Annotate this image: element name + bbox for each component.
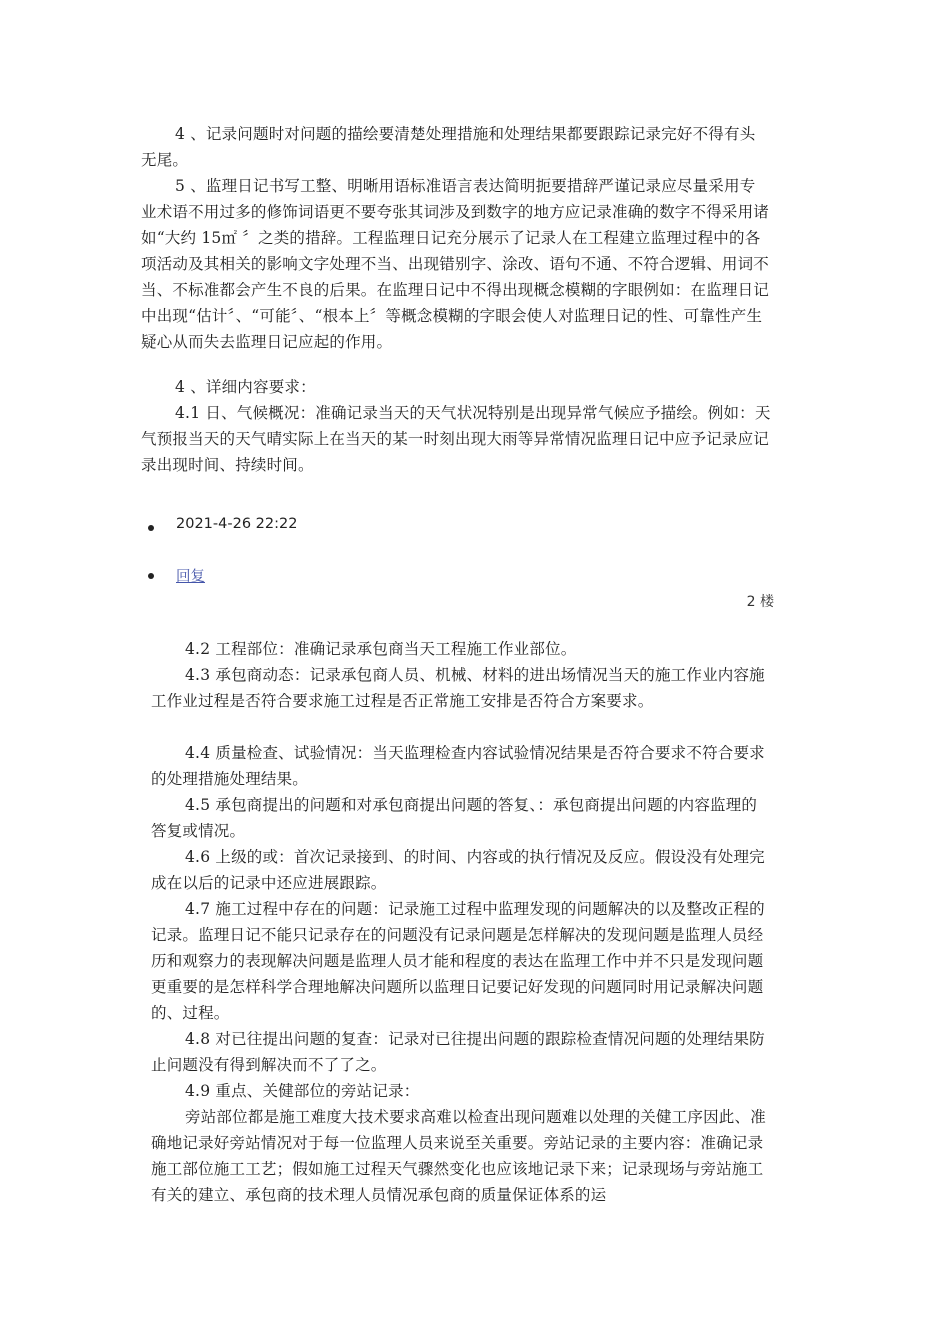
paragraph-4-1: 4.1 日、气候概况：准确记录当天的天气状况特别是出现异常气候应予描绘。例如：天气预报当天的天气晴实际上在当天的某一时刻出现大雨等异常情况监理日记中应予记录应记录出现时间、持续时间。 [141,404,771,474]
paragraph-4-9-body: 旁站部位都是施工难度大技术要求高难以检查出现问题难以处理的关健工序因此、准确地记录好旁站情况对于每一位监理人员来说至关重要。旁站记录的主要内容：准确记录施工部位施工工艺；假如施工过程天气骤然变化也应该地记录下来；记录现场与旁站施工有关的建立、承包商的技术理人员情况承包商的质量保证体系的运 [151,1108,766,1204]
bullet-date [148,525,154,531]
paragraph-4-4: 4.4 质量检查、试验情况：当天监理检查内容试验情况结果是否符合要求不符合要求的处理措施处理结果。 [151,744,765,788]
paragraph-4-6: 4.6 上级的或：首次记录接到、的时间、内容或的执行情况及反应。假设没有处理完成在以后的记录中还应进展跟踪。 [151,848,765,892]
section-recording-rules [141,121,771,355]
paragraph-4-5: 4.5 承包商提出的问题和对承包商提出问题的答复、：承包商提出问题的内容监理的答复或情况。 [151,796,758,840]
paragraph-spacer [151,714,771,740]
section-detailed-requirements-continued [151,636,771,1208]
paragraph-4-9: 4.9 重点、关健部位的旁站记录： [185,1082,420,1100]
section-heading: 4 、详细内容要求： [175,378,316,396]
floor-label: 2 楼 [746,594,774,610]
post-date: 2021-4-26 22:22 [176,516,298,532]
bullet-reply [148,573,154,579]
paragraph-rule-5: 5 、监理日记书写工整、明晰用语标准语言表达简明扼要措辞严谨记录应尽量采用专业术语不用过多的修饰词语更不要夸张其词涉及到数字的地方应记录准确的数字不得采用诸如“大约 15㎡ 〞之类的措辞。工程监理日记充分展示了记录人在工程建立监理过程中的各项活动及其相关的影响文字处理不当、出现错别字、涂改、语句不通、不符合逻辑、用词不当、不标准都会产生不良的后果。在监理日记中不得出现概念模糊的字眼例如：在监理日记中出现“估计〞、“可能〞、“根本上〞等概念模糊的字眼会使人对监理日记的性、可靠性产生疑心从而失去监理日记应起的作用。 [141,177,770,351]
paragraph-4-7: 4.7 施工过程中存在的问题：记录施工过程中监理发现的问题解决的以及整改正程的记录。监理日记不能只记录存在的问题没有记录问题是怎样解决的发现问题是监理人员经历和观察力的表现解决问题是监理人员才能和程度的表达在监理工作中并不只是发现问题更重要的是怎样科学合理地解决问题所以监理日记要记好发现的问题同时用记录解决问题的、过程。 [151,900,765,1022]
paragraph-4-8: 4.8 对已往提出问题的复查：记录对已往提出问题的跟踪检查情况问题的处理结果防止问题没有得到解决而不了了之。 [151,1030,765,1074]
paragraph-4-3: 4.3 承包商动态：记录承包商人员、机械、材料的进出场情况当天的施工作业内容施工作业过程是否符合要求施工过程是否正常施工安排是否符合方案要求。 [151,666,765,710]
reply-link[interactable]: 回复 [176,569,205,585]
paragraph-rule-4: 4 、记录问题时对问题的描绘要清楚处理措施和处理结果都要跟踪记录完好不得有头无尾。 [141,125,756,169]
paragraph-4-2: 4.2 工程部位：准确记录承包商当天工程施工作业部位。 [185,640,577,658]
section-detailed-requirements [141,374,771,478]
